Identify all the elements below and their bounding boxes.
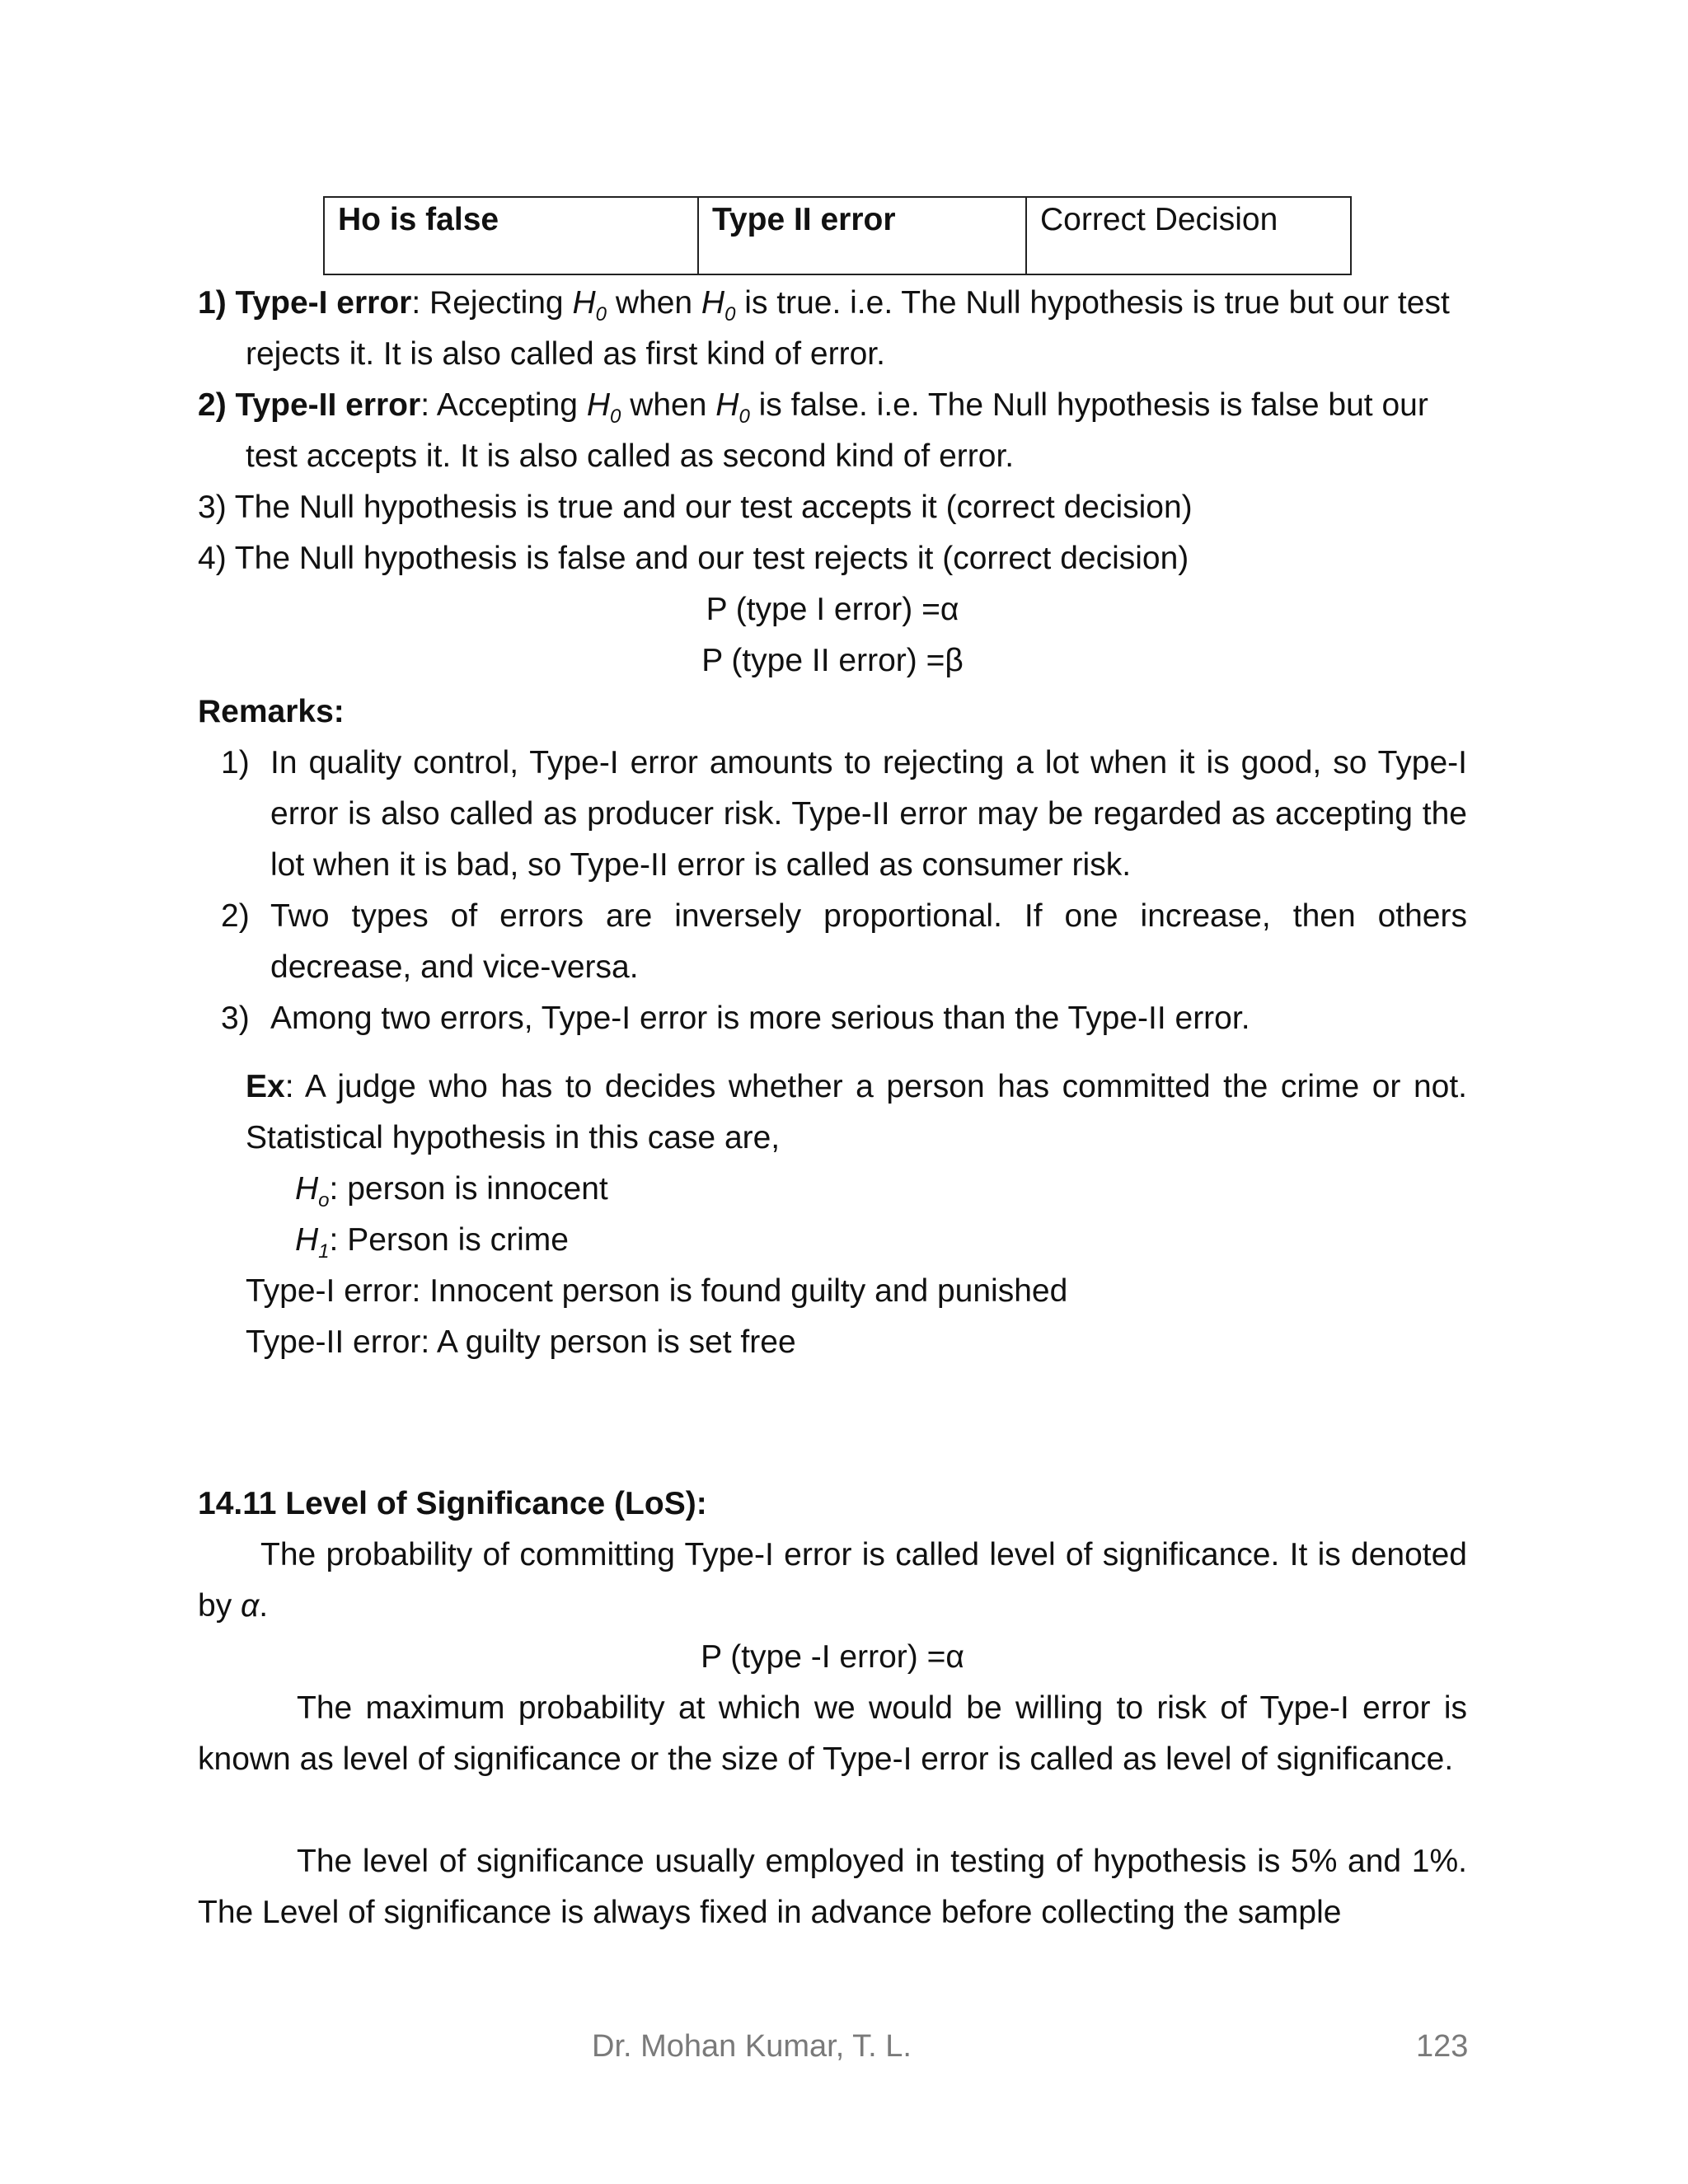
table-row bbox=[324, 197, 1351, 274]
type-1-error-definition bbox=[198, 278, 1467, 380]
type-1-continuation: rejects it. It is also called as first kind of error. bbox=[246, 336, 885, 372]
remark-text: Two types of errors are inversely proportional. If one increase, then others decrease, and vice-versa. bbox=[270, 898, 1467, 985]
example-type-1: Type-I error: Innocent person is found guilty and punished bbox=[246, 1273, 1068, 1309]
statement-4: 4) The Null hypothesis is false and our test rejects it (correct decision) bbox=[198, 541, 1189, 576]
remark-number: 3) bbox=[221, 1001, 250, 1036]
h1-subscript: 1 bbox=[318, 1240, 330, 1263]
example-type-2: Type-II error: A guilty person is set free bbox=[246, 1324, 796, 1360]
alpha-symbol: α bbox=[241, 1588, 260, 1624]
type-2-continuation: test accepts it. It is also called as second kind of error. bbox=[246, 438, 1015, 474]
h0-subscript: 0 bbox=[738, 405, 750, 428]
los-p1-end: . bbox=[259, 1588, 269, 1624]
statement-3: 3) The Null hypothesis is true and our test accepts it (correct decision) bbox=[198, 490, 1193, 525]
h0-symbol: H bbox=[701, 285, 725, 321]
formula-type-1: P (type I error) =α bbox=[706, 592, 959, 627]
type-2-label: Type-II error bbox=[235, 387, 421, 423]
h0-symbol: H bbox=[586, 387, 610, 423]
los-paragraph-1 bbox=[198, 1530, 1467, 1632]
type-1-pre: : Rejecting bbox=[411, 285, 573, 321]
h0-symbol: H bbox=[572, 285, 596, 321]
table-cell-decision: Correct Decision bbox=[1026, 197, 1351, 274]
h0-subscript: 0 bbox=[595, 302, 607, 326]
h0-subscript: 0 bbox=[724, 302, 736, 326]
los-formula: P (type -I error) =α bbox=[701, 1639, 964, 1675]
type-2-post: is false. i.e. The Null hypothesis is false but our bbox=[749, 387, 1428, 423]
section-heading: 14.11 Level of Significance (LoS): bbox=[198, 1486, 707, 1521]
remark-number: 2) bbox=[221, 898, 250, 934]
type-2-number: 2) bbox=[198, 387, 236, 423]
type-1-label: Type-I error bbox=[235, 285, 412, 321]
los-paragraph-3: The level of significance usually employed in testing of hypothesis is 5% and 1%. The Level of significance is always fixed in advance before collecting the sample bbox=[198, 1844, 1467, 1930]
table-cell-condition: Ho is false bbox=[324, 197, 698, 274]
remark-item bbox=[221, 738, 1467, 891]
h0-subscript: o bbox=[318, 1188, 330, 1212]
type-1-post: is true. i.e. The Null hypothesis is true but our test bbox=[735, 285, 1450, 321]
type-2-error-definition bbox=[198, 380, 1467, 482]
type-2-mid: when bbox=[621, 387, 716, 423]
remark-number: 1) bbox=[221, 745, 250, 780]
h0-symbol: H bbox=[295, 1171, 319, 1207]
remark-item bbox=[221, 891, 1467, 993]
los-p1-text: The probability of committing Type-I error is called level of significance. It is denoted by bbox=[198, 1537, 1467, 1624]
null-hypothesis bbox=[295, 1164, 608, 1215]
remark-text: Among two errors, Type-I error is more serious than the Type-II error. bbox=[270, 1001, 1250, 1036]
remark-text: In quality control, Type-I error amounts to rejecting a lot when it is good, so Type-I error is also called as producer risk. Type-II error may be regarded as accepting the lot when it is bad, so Type-II error is called as consumer risk. bbox=[270, 745, 1467, 883]
los-paragraph-2: The maximum probability at which we would be willing to risk of Type-I error is known as level of significance or the size of Type-I error is called as level of significance. bbox=[198, 1690, 1467, 1777]
error-table bbox=[323, 196, 1352, 275]
h0-subscript: 0 bbox=[610, 405, 621, 428]
h1-symbol: H bbox=[295, 1222, 319, 1258]
type-1-number: 1) bbox=[198, 285, 236, 321]
footer-author: Dr. Mohan Kumar, T. L. bbox=[592, 2029, 912, 2064]
alternative-hypothesis bbox=[295, 1215, 569, 1266]
formula-type-2: P (type II error) =β bbox=[701, 643, 964, 678]
type-2-pre: : Accepting bbox=[420, 387, 587, 423]
remark-item bbox=[221, 993, 1467, 1044]
alternative-hypothesis-text: : Person is crime bbox=[329, 1222, 569, 1258]
table-cell-error: Type II error bbox=[698, 197, 1026, 274]
example-text: : A judge who has to decides whether a person has committed the crime or not. Statistical hypothesis in this case are, bbox=[246, 1069, 1467, 1155]
remarks-heading: Remarks: bbox=[198, 694, 345, 729]
example-label: Ex bbox=[246, 1069, 285, 1104]
type-1-mid: when bbox=[607, 285, 701, 321]
example-paragraph bbox=[246, 1062, 1467, 1164]
page-number: 123 bbox=[1416, 2029, 1469, 2064]
null-hypothesis-text: : person is innocent bbox=[329, 1171, 608, 1207]
h0-symbol: H bbox=[715, 387, 739, 423]
